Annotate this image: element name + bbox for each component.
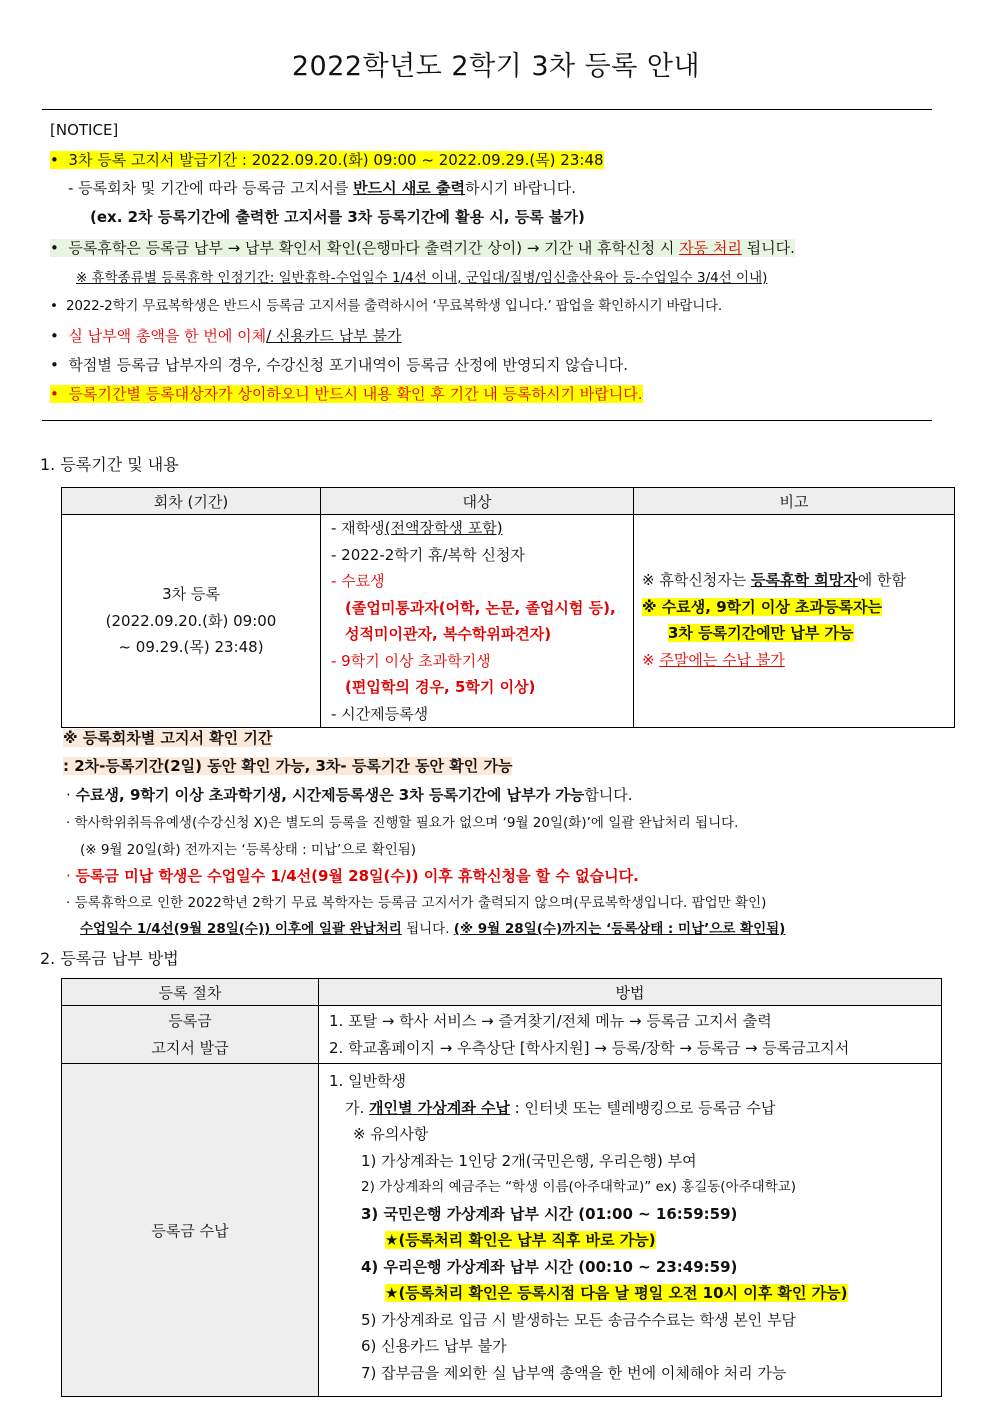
notice-item-example: (ex. 2차 등록기간에 출력한 고지서를 3차 등록기간에 활용 시, 등록 불가) [90,208,585,226]
caution-item-3-note: ★(등록처리 확인은 납부 직후 바로 가능) [385,1231,656,1249]
step-invoice-cell: 등록금 고지서 발급 [62,1006,319,1064]
virtual-account: 가. 개인별 가상계좌 수납 : 인터넷 또는 텔레뱅킹으로 등록금 수납 [345,1098,776,1117]
payment-method-cell [319,1064,942,1397]
header-method: 방법 [319,979,942,1006]
header-period: 회차 (기간) [62,488,321,515]
caution-item-5: 5) 가상계좌로 입금 시 발생하는 모든 송금수수료는 학생 본인 부담 [361,1310,797,1329]
header-target: 대상 [321,488,634,515]
step-payment-cell: 등록금 수납 [62,1064,319,1397]
notice-item-target-differ: • 등록기간별 등록대상자가 상이하오니 반드시 내용 확인 후 기간 내 등록하시기 바랍니다. [50,385,643,403]
note-free-return: · 등록휴학으로 인한 2022학년 2학기 무료 복학자는 등록금 고지서가 출력되지 않으며(무료복학생입니다. 팝업만 확인) [66,895,767,911]
target-completion: - 수료생 [331,572,385,590]
target-enrolled: - 재학생(전액장학생 포함) [331,519,503,537]
notice-item-issue-period [50,150,604,170]
notice-item-payment-total: • 실 납부액 총액을 한 번에 이체/ 신용카드 납부 불가 [50,327,402,345]
invoice-method-cell [319,1006,942,1064]
notice-top-rule [42,109,932,110]
notice-issue-period-highlight: • 3차 등록 고지서 발급기간 : 2022.09.20.(화) 09:00 ~ 2022.09.29.(목) 23:48 [50,151,604,169]
invoice-method-homepage: 2. 학교홈페이지 → 우측상단 [학사지원] → 등록/장학 → 등록금 → 등록금고지서 [329,1038,850,1057]
registration-period-table [61,487,955,728]
notice-label: [NOTICE] [50,121,119,139]
notice-item-leave-period: ※ 휴학종류별 등록휴학 인정기간: 일반휴학-수업일수 1/4선 이내, 군입대/질병/임신출산육아 등-수업일수 3/4선 이내) [76,270,768,286]
caution-item-4-note: ★(등록처리 확인은 등록시점 다음 날 평일 오전 10시 이후 확인 가능) [385,1284,848,1302]
target-leave-return: - 2022-2학기 휴/복학 신청자 [331,545,525,564]
note-unpaid-warning: · 등록금 미납 학생은 수업일수 1/4선(9월 28일(수)) 이후 휴학신청을 할 수 없습니다. [66,867,639,885]
note-deferral-status: (※ 9월 20일(화) 전까지는 ‘등록상태 : 미납’으로 확인됨) [80,842,417,858]
note-confirm-period: : 2차-등록기간(2일) 동안 확인 가능, 3차- 등록기간 동안 확인 가능 [63,757,513,775]
target-completion-detail-1: (졸업미통과자(어학, 논문, 졸업시험 등), [345,598,616,617]
target-parttime: - 시간제등록생 [331,704,429,723]
page-title: 2022학년도 2학기 3차 등록 안내 [291,51,701,82]
invoice-method-portal: 1. 포탈 → 학사 서비스 → 즐겨찾기/전체 메뉴 → 등록금 고지서 출력 [329,1012,772,1030]
remark-completion: ※ 수료생, 9학기 이상 초과등록자는 [642,597,882,616]
caution-item-2: 2) 가상계좌의 예금주는 “학생 이름(아주대학교)” ex) 홍길동(아주대학교) [361,1179,797,1195]
header-remarks: 비고 [634,488,955,515]
caution-item-4: 4) 우리은행 가상계좌 납부 시간 (00:10 ~ 23:49:59) [361,1257,738,1276]
caution-item-1: 1) 가상계좌는 1인당 2개(국민은행, 우리은행) 부여 [361,1151,697,1170]
remarks-cell [634,515,955,728]
target-cell [321,515,634,728]
caution-title: ※ 유의사항 [353,1125,429,1143]
notice-item-free-return: • 2022-2학기 무료복학생은 반드시 등록금 고지서를 출력하시어 ‘무료복학생 입니다.’ 팝업을 확인하시기 바랍니다. [50,298,723,314]
note-completion-payment: · 수료생, 9학기 이상 초과학기생, 시간제등록생은 3차 등록기간에 납부가 가능합니다. [66,786,633,804]
caution-item-7: 7) 잡부금을 제외한 실 납부액 총액을 한 번에 이체해야 처리 가능 [361,1363,787,1382]
remark-third-only: 3차 등록기간에만 납부 가능 [668,624,854,642]
note-confirm-title: ※ 등록회차별 고지서 확인 기간 [63,729,273,747]
notice-bottom-rule [42,420,932,421]
note-free-return-completion: 수업일수 1/4선(9월 28일(수)) 이후에 일괄 완납처리 됩니다. (※ 9월 28일(수)까지는 ‘등록상태 : 미납’으로 확인됨) [80,921,786,937]
general-student: 1. 일반학생 [329,1072,407,1090]
remark-leave: ※ 휴학신청자는 등록휴학 희망자에 한함 [642,571,906,589]
remark-weekend: ※ 주말에는 수납 불가 [642,650,785,669]
section1-heading: 1. 등록기간 및 내용 [40,455,179,474]
target-extra-semester: - 9학기 이상 초과학기생 [331,651,491,670]
caution-item-3: 3) 국민은행 가상계좌 납부 시간 (01:00 ~ 16:59:59) [361,1204,738,1223]
payment-method-table [61,978,942,1397]
header-step: 등록 절차 [62,979,319,1006]
caution-item-6: 6) 신용카드 납부 불가 [361,1337,507,1355]
target-transfer: (편입학의 경우, 5학기 이상) [345,678,536,696]
section2-heading: 2. 등록금 납부 방법 [40,949,179,968]
period-cell: 3차 등록 (2022.09.20.(화) 09:00 ~ 09.29.(목) 23:48) [62,515,321,728]
notice-item-leave: • 등록휴학은 등록금 납부 → 납부 확인서 확인(은행마다 출력기간 상이) → 기간 내 휴학신청 시 자동 처리 됩니다. [50,239,795,257]
notice-item-reprint: - 등록회차 및 기간에 따라 등록금 고지서를 반드시 새로 출력하시기 바랍니다. [68,179,576,197]
target-completion-detail-2: 성적미이관자, 복수학위파견자) [345,625,552,643]
note-deferral: · 학사학위취득유예생(수강신청 X)은 별도의 등록을 진행할 필요가 없으며 ‘9월 20일(화)’에 일괄 완납처리 됩니다. [66,815,739,831]
notice-item-credit: • 학점별 등록금 납부자의 경우, 수강신청 포기내역이 등록금 산정에 반영되지 않습니다. [50,356,629,374]
